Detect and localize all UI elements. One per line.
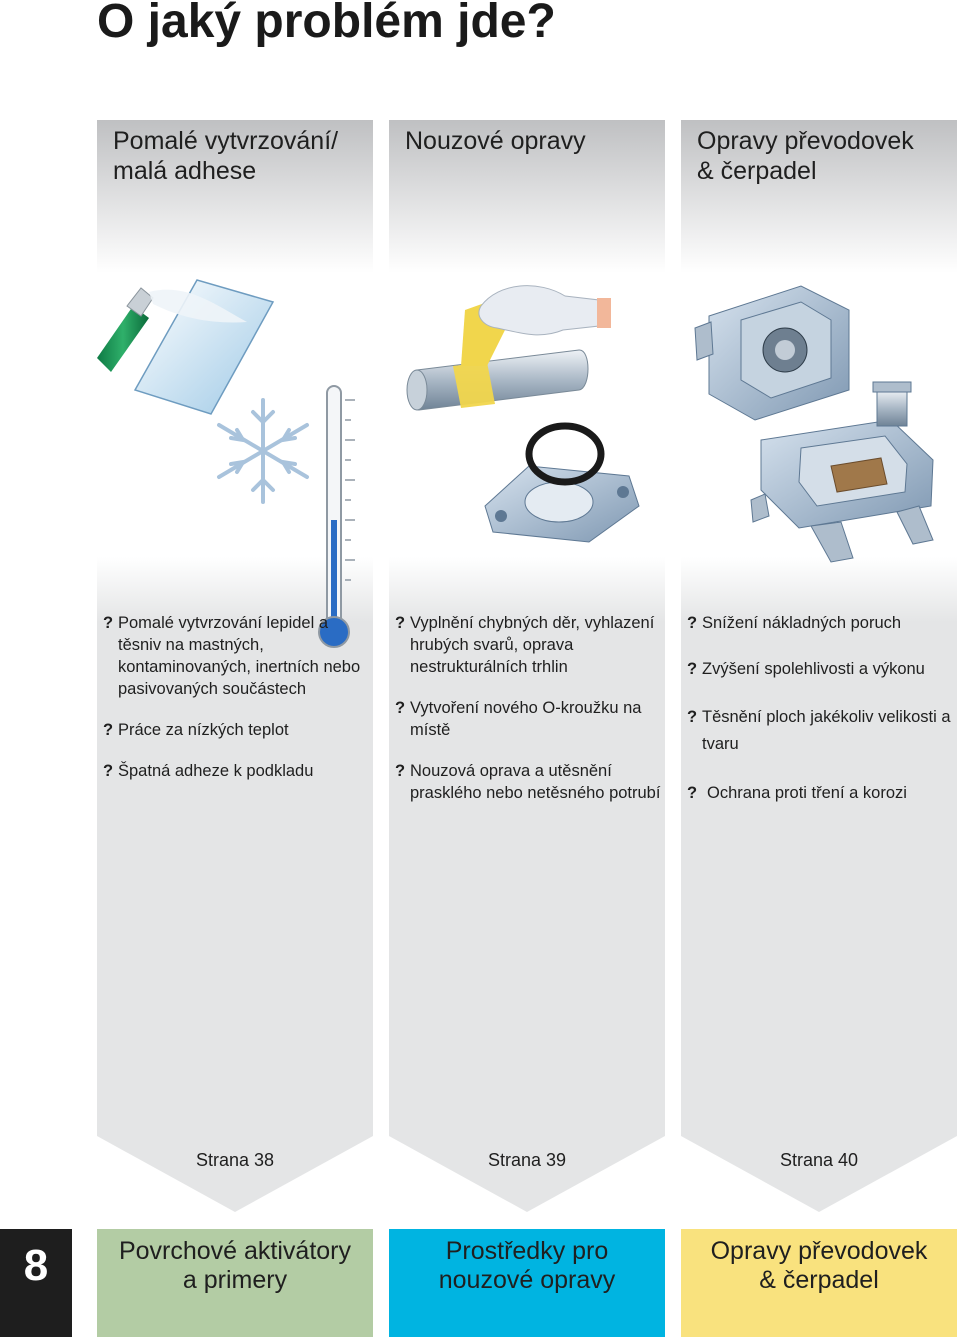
page-reference: Strana 40 — [779, 1150, 859, 1170]
snowflake-icon — [219, 400, 307, 502]
chapter-number: 8 — [23, 1241, 49, 1290]
column-heading: Opravy převodovek & čerpadel — [697, 127, 914, 185]
thermometer-icon — [319, 386, 355, 647]
page-title: O jaký problém jde? — [97, 0, 556, 48]
column-heading: Nouzové opravy — [405, 127, 586, 155]
tile-label: Opravy převodovek & čerpadel — [710, 1237, 928, 1294]
list-item: ? Vytvoření nového O-kroužku na místě — [395, 699, 642, 739]
page-reference: Strana 39 — [487, 1150, 567, 1170]
chapter-tab — [0, 1229, 72, 1337]
list-item: ? Zvýšení spolehlivosti a výkonu — [687, 660, 925, 678]
list-item: ? Ochrana proti tření a korozi — [687, 784, 907, 802]
list-item: ? Špatná adheze k podkladu — [103, 762, 314, 780]
problem-list — [103, 612, 371, 801]
tile-surface-activators[interactable] — [97, 1229, 373, 1337]
problem-list — [395, 612, 663, 823]
list-item: ? Pomalé vytvrzování lepidel a těsniv na mastných, kontaminovaných, inertních nebo pasivovaných součástech — [103, 614, 361, 698]
tile-emergency-repairs[interactable] — [389, 1229, 665, 1337]
column-slow-curing — [97, 120, 373, 1212]
list-item: ? Vyplnění chybných děr, vyhlazení hrubých svarů, oprava nestrukturálních trhlin — [395, 614, 655, 676]
gearbox-icon — [695, 286, 849, 420]
tile-label: Prostředky pro nouzové opravy — [438, 1237, 616, 1294]
list-item: ? Nouzová oprava a utěsnění prasklého nebo netěsného potrubí — [395, 762, 661, 802]
column-gearbox-pump — [681, 120, 957, 1212]
tile-gearbox-pump[interactable] — [681, 1229, 957, 1337]
problem-list — [687, 612, 955, 823]
list-item: ? Práce za nízkých teplot — [103, 721, 289, 739]
column-heading: Pomalé vytvrzování/ malá adhese — [113, 127, 339, 185]
flange-icon — [485, 466, 639, 542]
list-item: ? Snížení nákladných poruch — [687, 614, 902, 632]
page-reference: Strana 38 — [195, 1150, 275, 1170]
list-item: ? Těsnění ploch jakékoliv velikosti a tvaru — [687, 708, 951, 753]
gloved-hand-icon — [479, 286, 611, 335]
tile-label: Povrchové aktivátory a primery — [118, 1237, 352, 1294]
column-emergency-repairs — [389, 120, 665, 1212]
